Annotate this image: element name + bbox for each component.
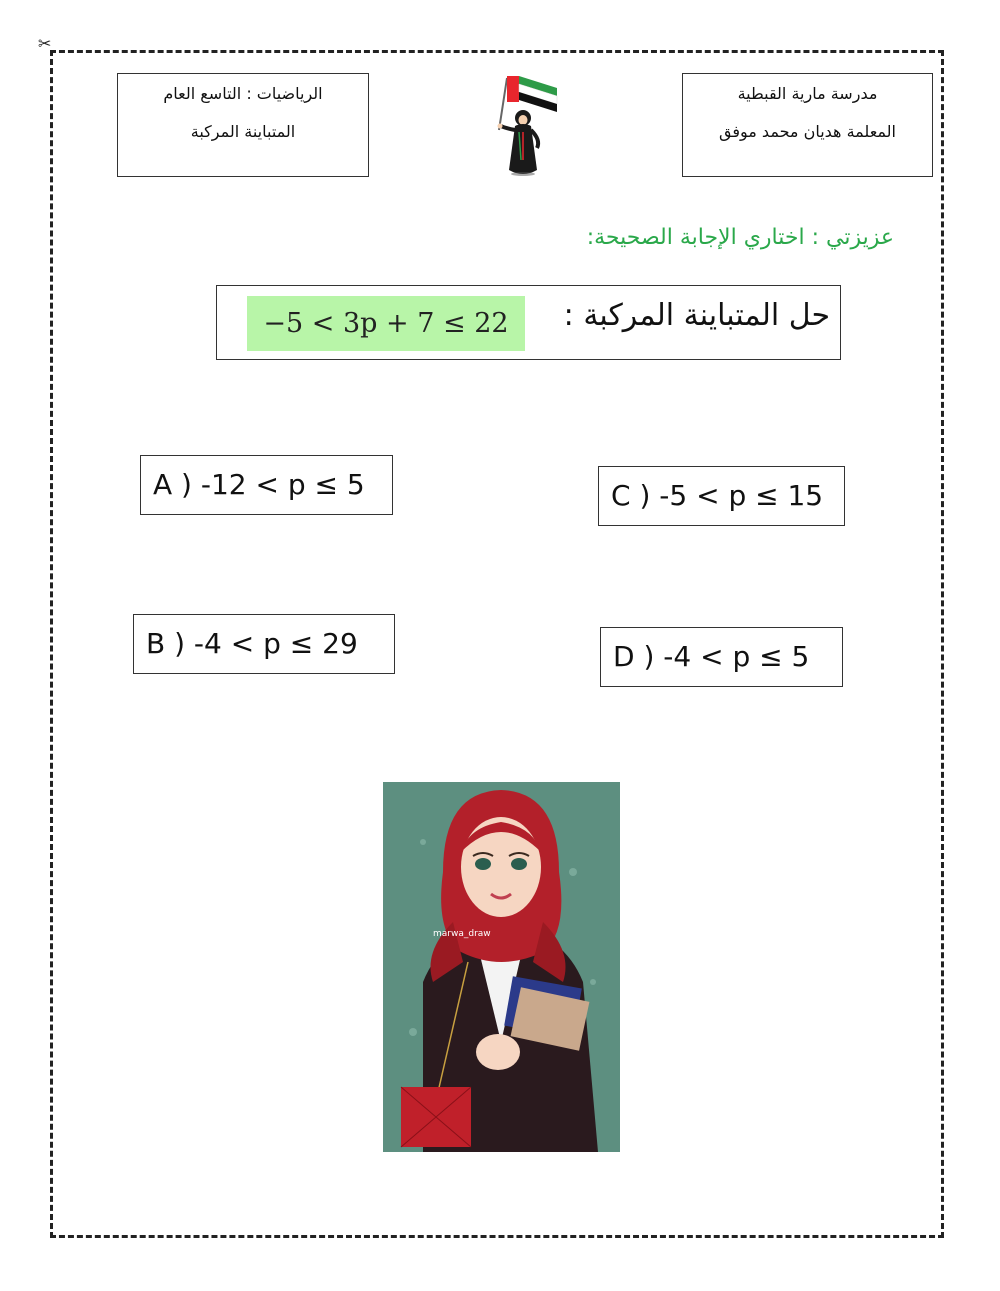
girl-with-flag-icon [485, 70, 565, 182]
option-c[interactable]: C ) -5 < p ≤ 15 [598, 466, 845, 526]
scissors-icon: ✂ [38, 34, 52, 53]
inequality-expression: −5 < 3p + 7 ≤ 22 [247, 296, 525, 351]
option-d[interactable]: D ) -4 < p ≤ 5 [600, 627, 843, 687]
illustration-watermark: marwa_draw [433, 929, 491, 939]
teacher-name: المعلمة هديان محمد موفق [719, 122, 896, 141]
subject-label: الرياضيات : التاسع العام [163, 84, 323, 103]
instruction-text: عزيزتي : اختاري الإجابة الصحيحة: [586, 225, 894, 250]
option-a[interactable]: A ) -12 < p ≤ 5 [140, 455, 393, 515]
option-b[interactable]: B ) -4 < p ≤ 29 [133, 614, 395, 674]
school-name: مدرسة مارية القبطية [737, 84, 878, 103]
school-box [682, 73, 933, 177]
question-box [216, 285, 841, 360]
topic-label: المتباينة المركبة [190, 122, 296, 141]
girl-illustration [383, 782, 620, 1152]
subject-box [117, 73, 369, 177]
question-label: حل المتباينة المركبة : [563, 298, 830, 333]
